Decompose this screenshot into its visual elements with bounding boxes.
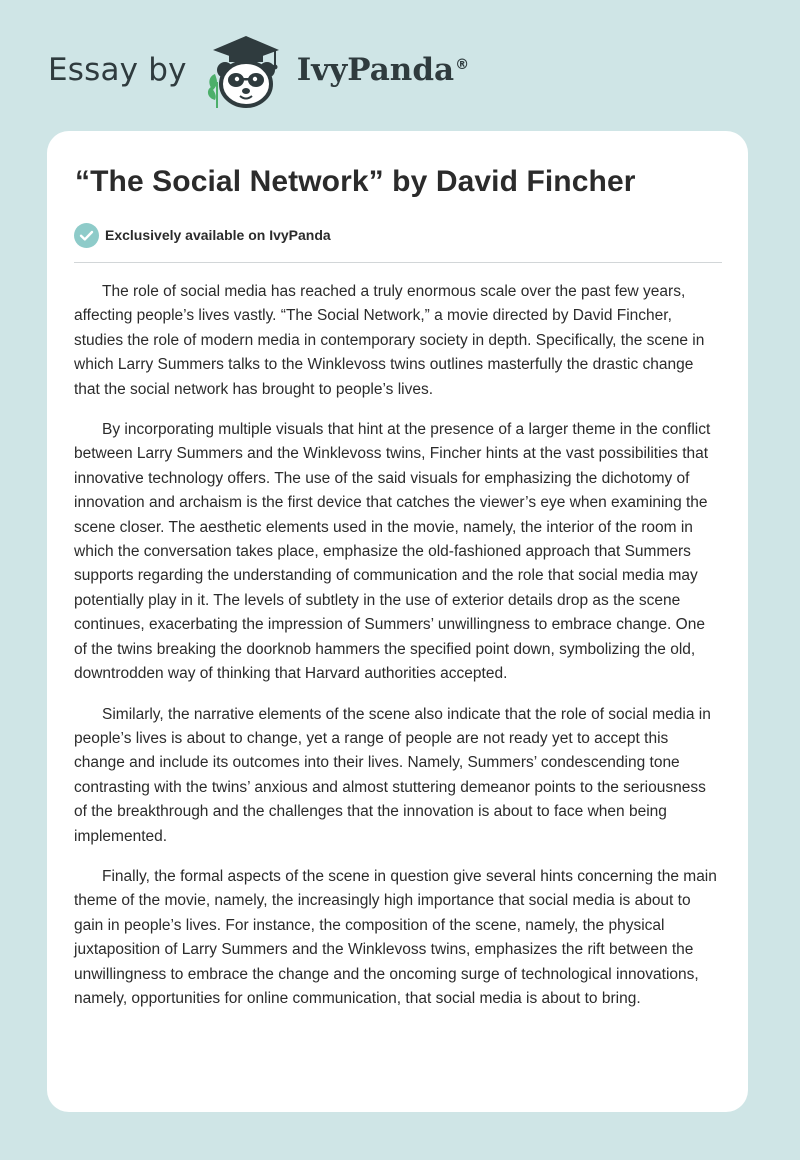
essay-body — [74, 280, 722, 1027]
brand-name: IvyPanda® — [296, 52, 470, 88]
paragraph: Finally, the formal aspects of the scene in question give several hints concerning the main theme of the movie, namely, the increasingly high importance that social media is about to gain in people’s lives. For instance, the composition of the scene, namely, the physical juxtaposition of Larry Summers and the Winklevoss twins, emphasizes the rift between the unwillingness to embrace the change and the oncoming surge of technological innovations, namely, opportunities for online communication, that social media is about to bring. — [74, 867, 717, 1007]
essay-by-label: Essay by — [48, 52, 187, 88]
check-circle-icon — [74, 223, 99, 248]
site-header — [48, 30, 469, 110]
exclusive-badge — [74, 222, 331, 248]
essay-card — [47, 131, 748, 1112]
paragraph: By incorporating multiple visuals that hint at the presence of a larger theme in the conflict between Larry Summers and the Winklevoss twins, Fincher hints at the vast possibilities that innovative technology offers. The use of the said visuals for emphasizing the dichotomy of innovation and archaism is the first device that catches the viewer’s eye when examining the scene closer. The aesthetic elements used in the movie, namely, the interior of the room in which the conversation takes place, emphasize the old-fashioned approach that Summers supports regarding the understanding of communication and the role that social media may potentially play in it. The levels of subtlety in the use of exterior details drop as the scene continues, exacerbating the impression of Summers’ unwillingness to embrace change. One of the twins breaking the doorknob hammers the specified point down, symbolizing the old, downtrodden way of thinking that Harvard authorities accepted. — [74, 421, 711, 683]
paragraph: The role of social media has reached a truly enormous scale over the past few years, affecting people’s lives vastly. “The Social Network,” a movie directed by David Fincher, studies the role of modern media in contemporary society in depth. Specifically, the scene in which Larry Summers talks to the Winklevoss twins outlines masterfully the drastic change that the social network has brought to people’s lives. — [74, 283, 705, 398]
paragraph: Similarly, the narrative elements of the scene also indicate that the role of social media in people’s lives is about to change, yet a range of people are not ready yet to accept this change and include its outcomes into their lives. Namely, Summers’ condescending tone contrasting with the twins’ anxious and almost stuttering demeanor points to the seriousness of the breakthrough and the challenges that the innovation is about to face when being implemented. — [74, 705, 711, 845]
divider — [74, 262, 722, 263]
page-title: “The Social Network” by David Fincher — [75, 165, 636, 198]
exclusive-label: Exclusively available on IvyPanda — [105, 227, 331, 243]
panda-graduate-icon — [205, 30, 287, 110]
registered-mark: ® — [455, 56, 470, 73]
